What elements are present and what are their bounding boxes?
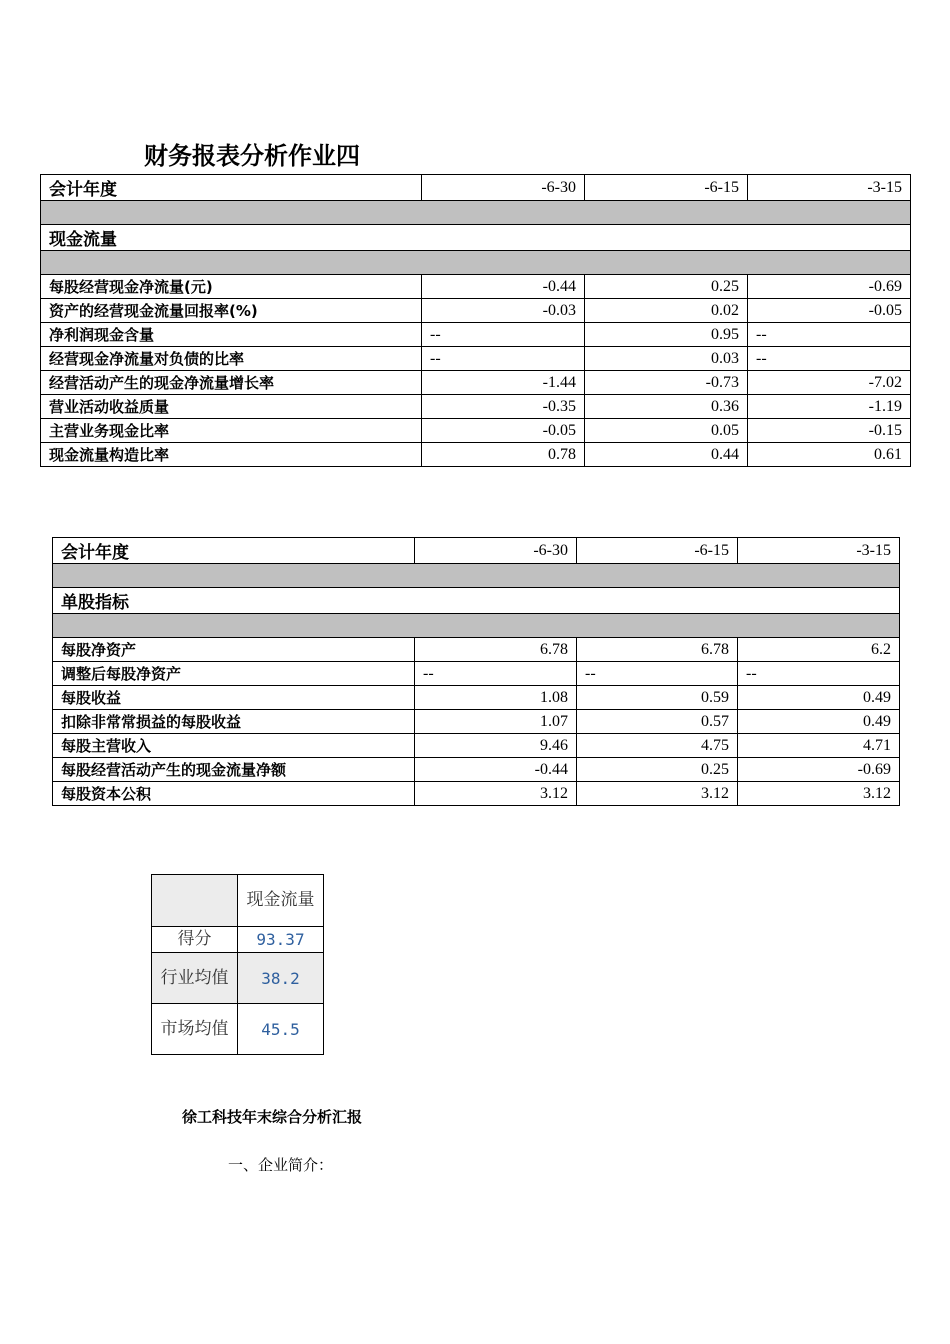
period-cell: -6-30 xyxy=(415,538,577,564)
spacer-row xyxy=(53,564,900,588)
value-cell: 0.36 xyxy=(585,395,748,419)
section-row xyxy=(41,225,911,251)
table-row xyxy=(41,347,911,371)
score-value: 45.5 xyxy=(238,1004,324,1055)
report-title: 徐工科技年末综合分析汇报 xyxy=(182,1108,363,1126)
value-cell: 1.08 xyxy=(415,686,577,710)
cash-flow-table xyxy=(40,174,911,467)
value-cell: -- xyxy=(748,347,911,371)
row-label: 净利润现金含量 xyxy=(41,323,422,347)
row-label: 每股净资产 xyxy=(53,638,415,662)
spacer-cell xyxy=(53,564,900,588)
value-cell: 3.12 xyxy=(738,782,900,806)
table-row xyxy=(41,395,911,419)
value-cell: -- xyxy=(422,323,585,347)
row-label: 扣除非常常损益的每股收益 xyxy=(53,710,415,734)
row-label: 资产的经营现金流量回报率(%) xyxy=(41,299,422,323)
header-label: 会计年度 xyxy=(53,538,415,564)
spacer-cell xyxy=(41,201,911,225)
value-cell: -- xyxy=(422,347,585,371)
value-cell: -0.03 xyxy=(422,299,585,323)
row-label: 每股收益 xyxy=(53,686,415,710)
value-cell: 0.49 xyxy=(738,710,900,734)
table-row xyxy=(53,686,900,710)
table-body xyxy=(53,638,900,806)
table-header-row xyxy=(53,538,900,564)
spacer-row xyxy=(41,201,911,225)
row-label: 现金流量构造比率 xyxy=(41,443,422,467)
value-cell: -0.69 xyxy=(738,758,900,782)
value-cell: 4.71 xyxy=(738,734,900,758)
row-label: 经营活动产生的现金净流量增长率 xyxy=(41,371,422,395)
score-row xyxy=(152,1004,324,1055)
value-cell: 0.05 xyxy=(585,419,748,443)
value-cell: -0.05 xyxy=(422,419,585,443)
score-corner-cell xyxy=(152,875,238,927)
period-cell: -6-30 xyxy=(422,175,585,201)
period-cell: -3-15 xyxy=(738,538,900,564)
score-row xyxy=(152,927,324,953)
value-cell: 1.07 xyxy=(415,710,577,734)
value-cell: 0.57 xyxy=(577,710,738,734)
value-cell: -0.69 xyxy=(748,275,911,299)
table-row xyxy=(41,299,911,323)
value-cell: 0.25 xyxy=(585,275,748,299)
value-cell: 3.12 xyxy=(577,782,738,806)
value-cell: -7.02 xyxy=(748,371,911,395)
value-cell: -1.19 xyxy=(748,395,911,419)
per-share-table xyxy=(52,537,900,806)
value-cell: -- xyxy=(738,662,900,686)
value-cell: 0.03 xyxy=(585,347,748,371)
value-cell: 3.12 xyxy=(415,782,577,806)
table-body xyxy=(41,275,911,467)
table-row xyxy=(53,662,900,686)
row-label: 经营现金净流量对负债的比率 xyxy=(41,347,422,371)
value-cell: 0.49 xyxy=(738,686,900,710)
value-cell: 4.75 xyxy=(577,734,738,758)
table-header-row xyxy=(41,175,911,201)
value-cell: -- xyxy=(577,662,738,686)
score-value: 38.2 xyxy=(238,953,324,1004)
table-row xyxy=(41,371,911,395)
value-cell: 0.95 xyxy=(585,323,748,347)
score-row xyxy=(152,953,324,1004)
spacer-cell xyxy=(41,251,911,275)
score-value: 93.37 xyxy=(238,927,324,953)
table-row xyxy=(41,323,911,347)
value-cell: -- xyxy=(415,662,577,686)
period-cell: -6-15 xyxy=(585,175,748,201)
period-cell: -3-15 xyxy=(748,175,911,201)
value-cell: 0.78 xyxy=(422,443,585,467)
row-label: 每股经营活动产生的现金流量净额 xyxy=(53,758,415,782)
score-label: 市场均值 xyxy=(152,1004,238,1055)
table-row xyxy=(41,275,911,299)
value-cell: 6.78 xyxy=(415,638,577,662)
row-label: 主营业务现金比率 xyxy=(41,419,422,443)
value-cell: -1.44 xyxy=(422,371,585,395)
table-row xyxy=(41,443,911,467)
row-label: 每股经营现金净流量(元) xyxy=(41,275,422,299)
intro-heading: 一、企业简介： xyxy=(228,1156,334,1174)
score-header-row xyxy=(152,875,324,927)
score-label: 得分 xyxy=(152,927,238,953)
value-cell: -0.05 xyxy=(748,299,911,323)
page-title: 财务报表分析作业四 xyxy=(144,142,360,170)
value-cell: -0.15 xyxy=(748,419,911,443)
spacer-cell xyxy=(53,614,900,638)
table-row xyxy=(53,638,900,662)
table-row xyxy=(53,734,900,758)
score-column-header: 现金流量 xyxy=(238,875,324,927)
section-title: 单股指标 xyxy=(53,588,900,614)
section-row xyxy=(53,588,900,614)
score-table xyxy=(151,874,324,1055)
row-label: 每股主营收入 xyxy=(53,734,415,758)
table-row xyxy=(41,419,911,443)
row-label: 调整后每股净资产 xyxy=(53,662,415,686)
row-label: 营业活动收益质量 xyxy=(41,395,422,419)
value-cell: 0.02 xyxy=(585,299,748,323)
row-label: 每股资本公积 xyxy=(53,782,415,806)
value-cell: -0.35 xyxy=(422,395,585,419)
score-label: 行业均值 xyxy=(152,953,238,1004)
value-cell: 0.44 xyxy=(585,443,748,467)
value-cell: -0.44 xyxy=(415,758,577,782)
value-cell: 0.25 xyxy=(577,758,738,782)
header-label: 会计年度 xyxy=(41,175,422,201)
value-cell: 6.78 xyxy=(577,638,738,662)
value-cell: 9.46 xyxy=(415,734,577,758)
table-row xyxy=(53,782,900,806)
period-cell: -6-15 xyxy=(577,538,738,564)
spacer-row xyxy=(41,251,911,275)
section-title: 现金流量 xyxy=(41,225,911,251)
table-row xyxy=(53,758,900,782)
table-row xyxy=(53,710,900,734)
value-cell: 0.61 xyxy=(748,443,911,467)
value-cell: 6.2 xyxy=(738,638,900,662)
spacer-row xyxy=(53,614,900,638)
value-cell: 0.59 xyxy=(577,686,738,710)
value-cell: -0.73 xyxy=(585,371,748,395)
value-cell: -- xyxy=(748,323,911,347)
value-cell: -0.44 xyxy=(422,275,585,299)
